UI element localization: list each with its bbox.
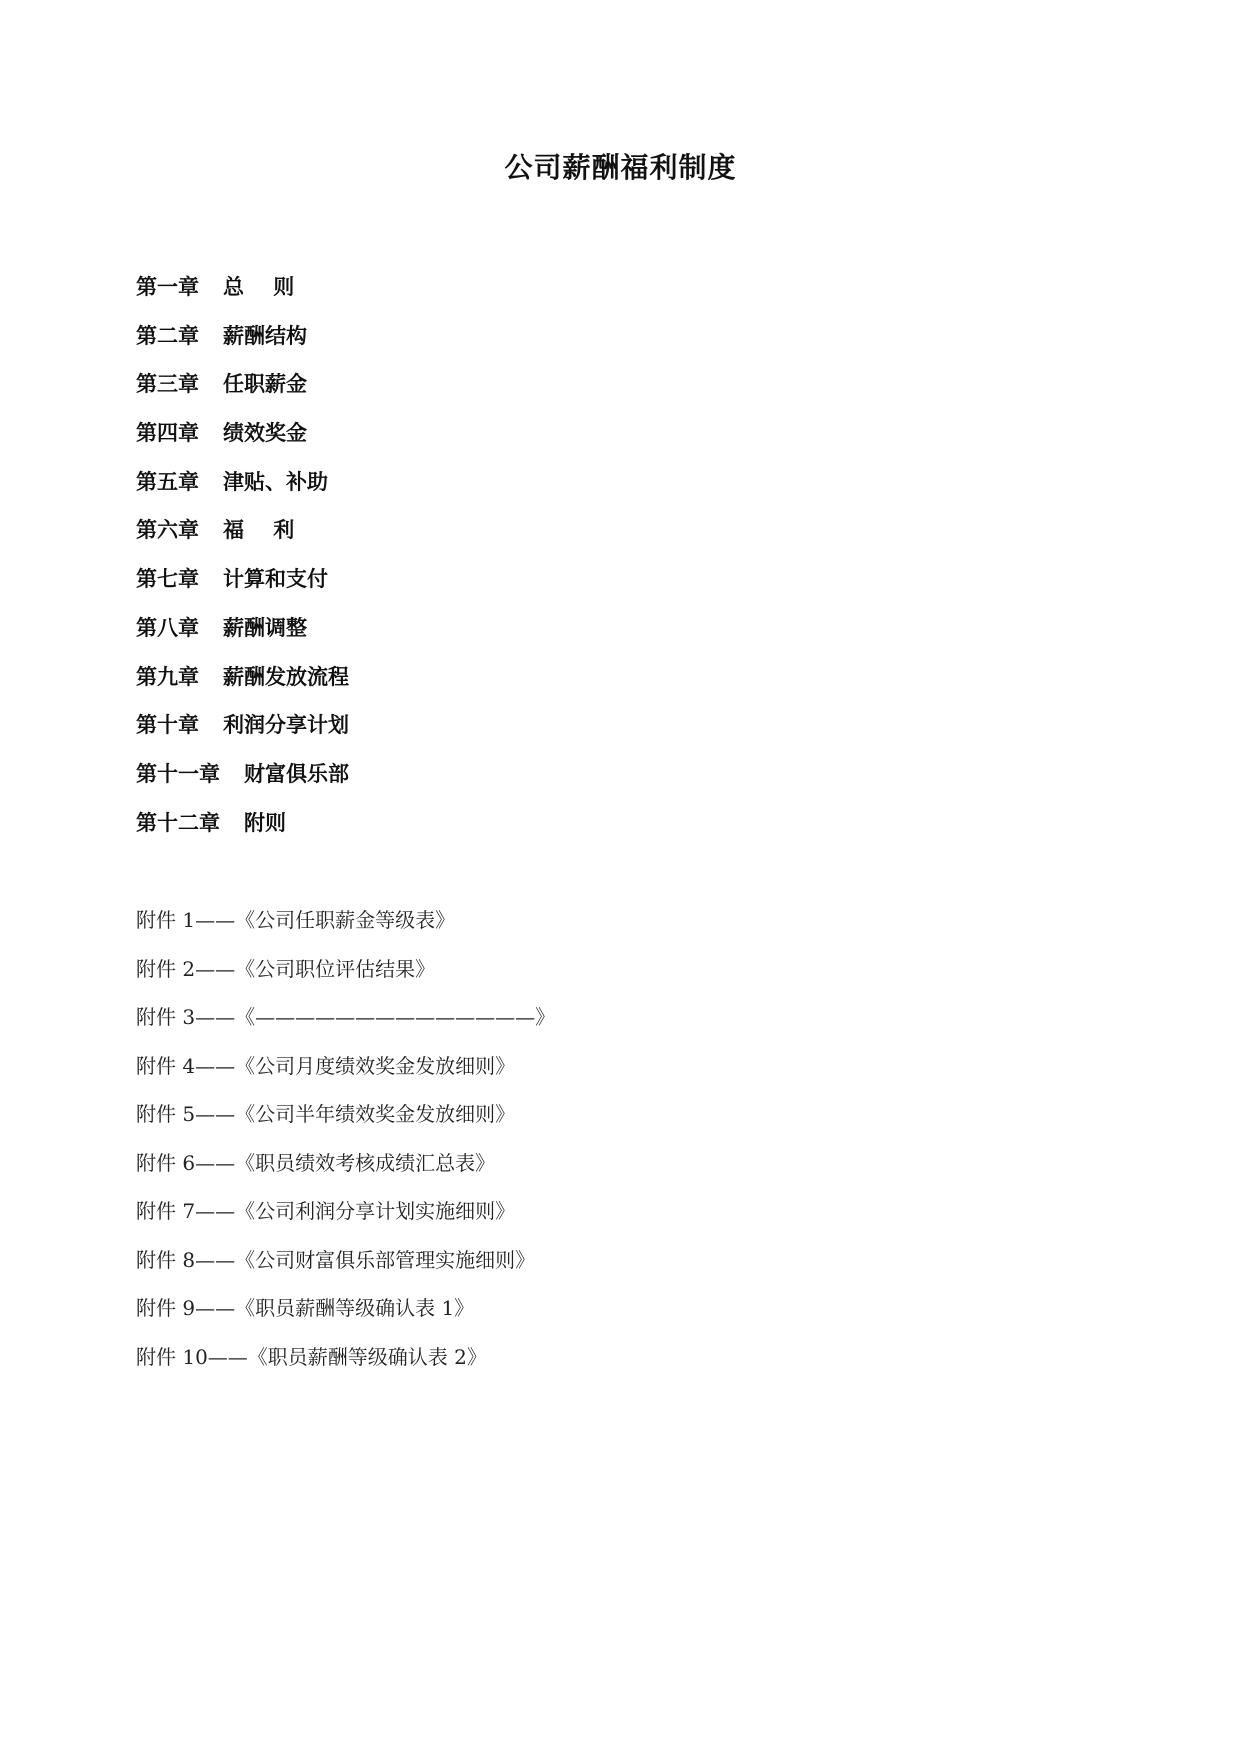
chapter-name: 薪酬发放流程 xyxy=(223,664,349,689)
chapter-item xyxy=(136,321,349,370)
attachment-item: 附件 2——《公司职位评估结果》 xyxy=(136,956,436,981)
chapter-number: 第八章 xyxy=(136,615,199,640)
chapter-number: 第一章 xyxy=(136,275,199,299)
chapter-name: 利润分享计划 xyxy=(223,713,349,738)
document-title: 公司薪酬福利制度 xyxy=(504,151,737,184)
chapter-item xyxy=(136,710,349,759)
attachment-list xyxy=(136,905,555,1390)
attachment-item: 附件 5——《公司半年绩效奖金发放细则》 xyxy=(136,1102,516,1126)
attachment-item: 附件 8——《公司财富俱乐部管理实施细则》 xyxy=(136,1247,536,1272)
chapter-number: 第四章 xyxy=(136,421,199,446)
chapter-name: 任职薪金 xyxy=(223,372,307,397)
chapter-item xyxy=(136,759,349,808)
chapter-item xyxy=(136,808,349,857)
chapter-name: 附则 xyxy=(244,810,286,835)
attachment-item: 附件 3——《——————————————》 xyxy=(136,1005,556,1029)
chapter-name: 津贴、补助 xyxy=(223,469,328,494)
chapter-name: 财富俱乐部 xyxy=(244,761,349,786)
chapter-item xyxy=(136,515,349,564)
chapter-number: 第五章 xyxy=(136,469,199,494)
chapter-item xyxy=(136,418,349,467)
chapter-item xyxy=(136,564,349,613)
chapter-number: 第十一章 xyxy=(136,761,220,786)
chapter-name: 绩效奖金 xyxy=(223,421,307,446)
chapter-number: 第三章 xyxy=(136,372,199,397)
chapter-number: 第十章 xyxy=(136,713,199,738)
chapter-name: 薪酬调整 xyxy=(223,615,307,640)
chapter-name: 计算和支付 xyxy=(223,567,328,592)
chapter-item xyxy=(136,369,349,418)
attachment-item: 附件 1——《公司任职薪金等级表》 xyxy=(136,908,456,932)
chapter-list xyxy=(136,272,349,856)
attachment-item: 附件 9——《职员薪酬等级确认表 1》 xyxy=(136,1296,475,1320)
attachment-item: 附件 7——《公司利润分享计划实施细则》 xyxy=(136,1199,516,1223)
chapter-item xyxy=(136,662,349,711)
chapter-item xyxy=(136,467,349,516)
chapter-number: 第七章 xyxy=(136,567,199,592)
chapter-name: 总 则 xyxy=(223,275,295,299)
attachment-item: 附件 6——《职员绩效考核成绩汇总表》 xyxy=(136,1150,496,1175)
chapter-item xyxy=(136,613,349,662)
chapter-name: 薪酬结构 xyxy=(223,323,307,348)
attachment-item: 附件 4——《公司月度绩效奖金发放细则》 xyxy=(136,1053,516,1078)
chapter-number: 第二章 xyxy=(136,323,199,348)
chapter-number: 第六章 xyxy=(136,518,199,543)
chapter-item xyxy=(136,272,349,321)
chapter-number: 第九章 xyxy=(136,664,199,689)
chapter-number: 第十二章 xyxy=(136,810,220,835)
chapter-name: 福 利 xyxy=(223,518,295,543)
attachment-item: 附件 10——《职员薪酬等级确认表 2》 xyxy=(136,1344,487,1369)
